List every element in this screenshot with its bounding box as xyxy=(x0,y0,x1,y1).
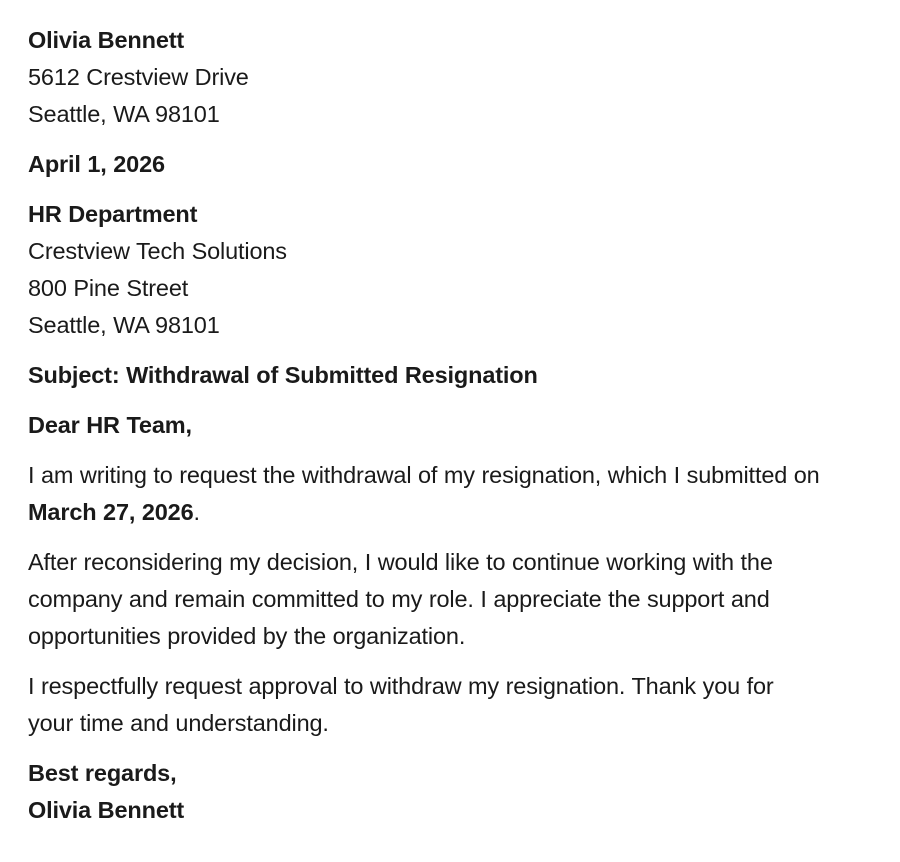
recipient-address-block xyxy=(28,196,822,344)
recipient-street: 800 Pine Street xyxy=(28,275,189,301)
sender-name: Olivia Bennett xyxy=(28,27,185,53)
closing-block xyxy=(28,755,822,829)
letter-body xyxy=(28,22,822,829)
body-paragraph-3: I respectfully request approval to withdraw my resignation. Thank you for your time and understanding. xyxy=(28,673,774,736)
body-paragraph-1 xyxy=(28,457,822,531)
recipient-city-state-zip: Seattle, WA 98101 xyxy=(28,312,220,338)
paragraph-1-prefix: I am writing to request the withdrawal of my resignation, which I submitted on xyxy=(28,462,820,488)
signature-name: Olivia Bennett xyxy=(28,797,185,823)
recipient-name: HR Department xyxy=(28,201,198,227)
sender-address-block xyxy=(28,22,822,133)
subject-line: Subject: Withdrawal of Submitted Resignation xyxy=(28,362,538,388)
sender-city-state-zip: Seattle, WA 98101 xyxy=(28,101,220,127)
valediction: Best regards, xyxy=(28,760,177,786)
paragraph-1-bold-date: March 27, 2026 xyxy=(28,499,194,525)
letter-date: April 1, 2026 xyxy=(28,151,165,177)
recipient-company: Crestview Tech Solutions xyxy=(28,238,287,264)
salutation: Dear HR Team, xyxy=(28,412,192,438)
paragraph-1-suffix: . xyxy=(193,499,200,525)
sender-street: 5612 Crestview Drive xyxy=(28,64,249,90)
body-paragraph-2: After reconsidering my decision, I would like to continue working with the company and remain committed to my role. I appreciate the support and opportunities provided by the organization. xyxy=(28,549,773,649)
